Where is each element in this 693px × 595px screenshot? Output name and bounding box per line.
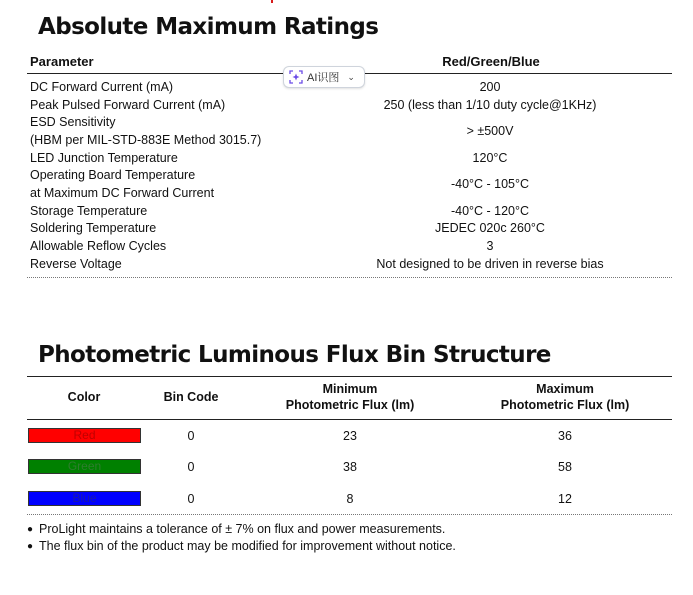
ratings-bottom-rule (27, 277, 672, 278)
header-color: Color (67, 390, 101, 404)
ai-scan-icon (289, 70, 303, 84)
param-dc-forward-current: DC Forward Current (mA) (30, 80, 174, 94)
note-tolerance-text: ProLight maintains a tolerance of ± 7% on flux and power measurements. (39, 522, 446, 536)
top-accent-mark (271, 0, 273, 3)
bullet-icon: ● (27, 541, 34, 552)
value-esd-sensitivity: > ±500V (466, 124, 514, 138)
param-reverse-voltage: Reverse Voltage (30, 257, 122, 271)
min-flux-green: 38 (343, 460, 357, 474)
param-operating-board-temp-line2: at Maximum DC Forward Current (30, 186, 215, 200)
ai-image-recognition-button[interactable] (283, 66, 365, 88)
param-soldering-temperature: Soldering Temperature (30, 221, 157, 235)
bin-code-blue: 0 (187, 492, 195, 506)
value-peak-pulsed-current: 250 (less than 1/10 duty cycle@1KHz) (383, 98, 597, 112)
value-reflow-cycles: 3 (486, 239, 494, 253)
swatch-red (28, 428, 141, 443)
note-tolerance (27, 521, 445, 538)
chevron-down-icon: ⌄ (347, 71, 355, 82)
max-flux-blue: 12 (558, 492, 572, 506)
header-minimum-flux: Photometric Flux (lm) (285, 398, 415, 412)
param-esd-sensitivity: ESD Sensitivity (30, 115, 116, 129)
min-flux-blue: 8 (346, 492, 354, 506)
value-reverse-voltage: Not designed to be driven in reverse bias (376, 257, 604, 271)
param-reflow-cycles: Allowable Reflow Cycles (30, 239, 167, 253)
param-peak-pulsed-current: Peak Pulsed Forward Current (mA) (30, 98, 226, 112)
value-junction-temperature: 120°C (472, 151, 508, 165)
max-flux-red: 36 (558, 429, 572, 443)
header-minimum: Minimum (322, 382, 378, 396)
note-flux-bin-text: The flux bin of the product may be modified for improvement without notice. (39, 539, 456, 553)
bin-code-green: 0 (187, 460, 195, 474)
header-red-green-blue: Red/Green/Blue (442, 54, 540, 69)
swatch-green-label: Green (67, 459, 102, 473)
header-maximum-flux: Photometric Flux (lm) (500, 398, 630, 412)
param-operating-board-temp: Operating Board Temperature (30, 168, 196, 182)
bin-code-red: 0 (187, 429, 195, 443)
flux-top-rule (27, 376, 672, 377)
header-maximum: Maximum (536, 382, 594, 396)
bullet-icon: ● (27, 524, 34, 535)
flux-header-rule (27, 419, 672, 420)
value-dc-forward-current: 200 (479, 80, 501, 94)
header-parameter: Parameter (30, 54, 94, 69)
param-storage-temperature: Storage Temperature (30, 204, 148, 218)
ratings-title: Absolute Maximum Ratings (38, 14, 379, 40)
swatch-blue-label: Blue (72, 491, 97, 505)
header-bin-code: Bin Code (163, 390, 219, 404)
ai-badge-label: AI识图 (307, 72, 340, 84)
swatch-red-label: Red (73, 428, 96, 442)
note-flux-bin (27, 538, 456, 555)
flux-title: Photometric Luminous Flux Bin Structure (38, 342, 551, 368)
value-soldering-temperature: JEDEC 020c 260°C (435, 221, 545, 235)
value-storage-temperature: -40°C - 120°C (450, 204, 530, 218)
swatch-green (28, 459, 141, 474)
flux-bottom-rule (27, 514, 672, 515)
value-operating-board-temp: -40°C - 105°C (450, 177, 530, 191)
swatch-blue (28, 491, 141, 506)
param-esd-method: (HBM per MIL-STD-883E Method 3015.7) (30, 133, 262, 147)
param-junction-temperature: LED Junction Temperature (30, 151, 178, 165)
max-flux-green: 58 (558, 460, 572, 474)
min-flux-red: 23 (343, 429, 357, 443)
